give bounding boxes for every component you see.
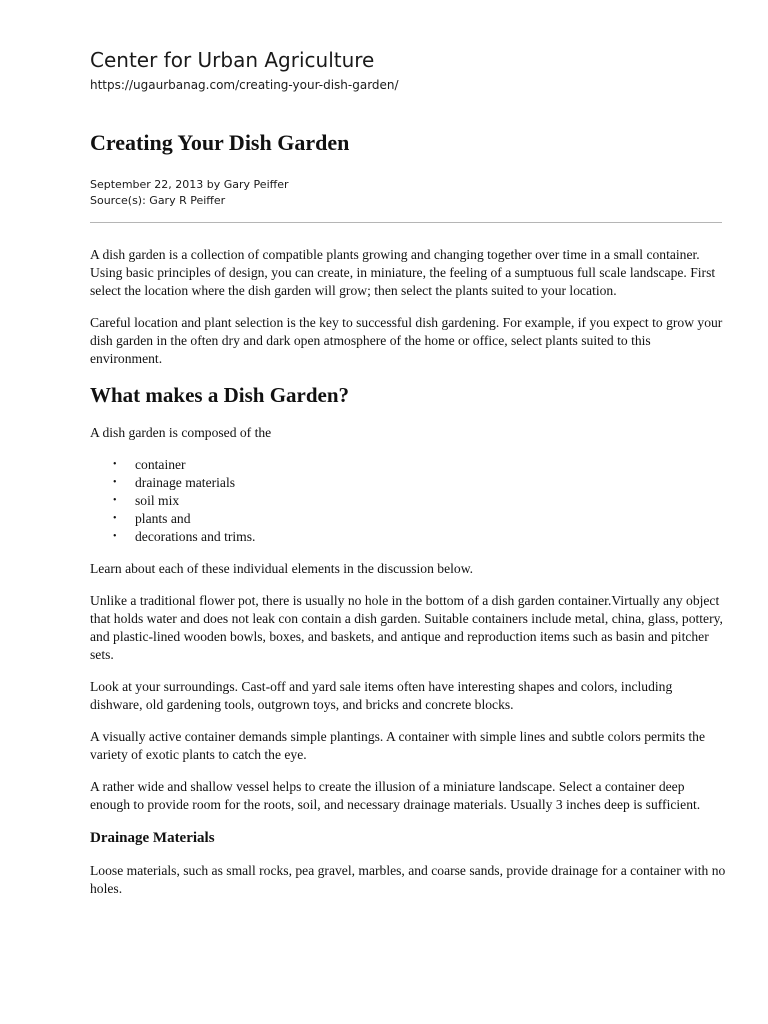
list-item-text: container (135, 457, 186, 472)
components-list (90, 456, 726, 546)
intro-paragraph: A dish garden is a collection of compatible plants growing and changing together over time in a small container. Using basic principles of design, you can create, in miniature, the feeling of a sumptuous full scale landscape. First select the location where the dish garden will grow; then select the plants suited to your location. (90, 247, 716, 298)
bullet-icon: • (113, 495, 117, 506)
list-item (113, 510, 726, 528)
bullet-icon: • (113, 459, 117, 470)
list-item-text: decorations and trims. (135, 529, 256, 544)
article-title: Creating Your Dish Garden (90, 130, 350, 155)
list-item (113, 456, 726, 474)
header-divider (90, 222, 722, 223)
section-heading: What makes a Dish Garden? (90, 383, 350, 407)
intro-paragraph: Careful location and plant selection is the key to successful dish gardening. For example, if you expect to grow your dish garden in the often dry and dark open atmosphere of the home or office, select plants suited to this environment. (90, 315, 723, 366)
subsection-heading: Drainage Materials (90, 830, 215, 846)
body-paragraph: A visually active container demands simple plantings. A container with simple lines and subtle colors permits the variety of exotic plants to catch the eye. (90, 729, 705, 762)
bullet-icon: • (113, 513, 117, 524)
article-body (90, 246, 726, 912)
bullet-icon: • (113, 531, 117, 542)
body-paragraph: A rather wide and shallow vessel helps to create the illusion of a miniature landscape. Select a container deep enough to provide room for the roots, soil, and necessary drainage materials. Usually 3 inches deep is sufficient. (90, 779, 701, 812)
sources-line: Source(s): Gary R Peiffer (90, 194, 226, 207)
article-meta (90, 177, 289, 209)
list-item (113, 492, 726, 510)
list-item-text: plants and (135, 511, 191, 526)
list-item (113, 528, 726, 546)
bullet-icon: • (113, 477, 117, 488)
list-lead-paragraph: A dish garden is composed of the (90, 425, 272, 440)
site-name: Center for Urban Agriculture (90, 48, 375, 72)
list-item-text: soil mix (135, 493, 180, 508)
body-paragraph: Look at your surroundings. Cast-off and yard sale items often have interesting shapes and colors, including dishware, old gardening tools, outgrown toys, and bricks and concrete blocks. (90, 679, 673, 712)
list-item-text: drainage materials (135, 475, 236, 490)
body-paragraph: Unlike a traditional flower pot, there is usually no hole in the bottom of a dish garden container.Virtually any object that holds water and does not leak con contain a dish garden. Suitable containers include metal, china, glass, pottery, and plastic-lined wooden bowls, boxes, and baskets, and antique and reproduction items such as basin and pitcher sets. (90, 593, 723, 662)
byline: September 22, 2013 by Gary Peiffer (90, 178, 289, 191)
list-item (113, 474, 726, 492)
body-paragraph: Learn about each of these individual elements in the discussion below. (90, 561, 474, 576)
page-url[interactable]: https://ugaurbanag.com/creating-your-dish-garden/ (90, 78, 399, 92)
body-paragraph: Loose materials, such as small rocks, pea gravel, marbles, and coarse sands, provide drainage for a container with no holes. (90, 863, 726, 896)
